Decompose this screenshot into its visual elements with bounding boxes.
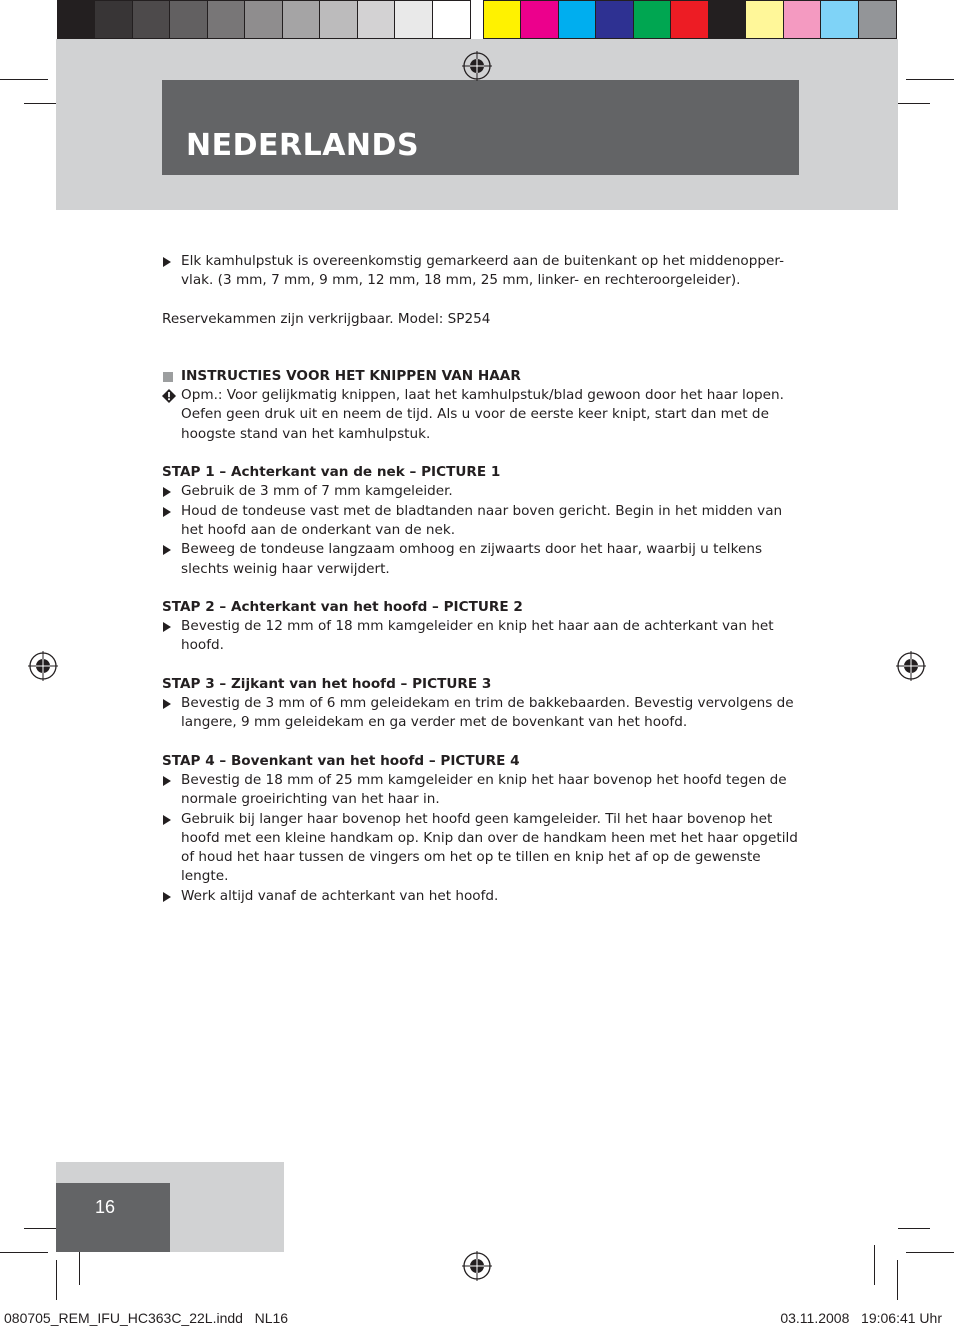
color-swatch (358, 1, 395, 38)
triangle-bullet-icon (163, 699, 171, 709)
crop-mark (898, 1228, 930, 1229)
color-swatch (133, 1, 170, 38)
gray-color-bar (57, 0, 471, 39)
triangle-bullet-icon (163, 815, 171, 825)
color-swatch (634, 1, 671, 38)
crop-mark (906, 1252, 954, 1253)
step-heading: STAP 1 – Achterkant van de nek – PICTURE 1 (162, 464, 501, 481)
triangle-bullet-icon (163, 892, 171, 902)
step-heading: STAP 4 – Bovenkant van het hoofd – PICTURE 4 (162, 752, 520, 769)
crop-mark (906, 79, 954, 80)
color-swatch (433, 1, 470, 38)
page-title: NEDERLANDS (186, 128, 420, 163)
warning-icon (162, 389, 176, 403)
list-item: Elk kamhulpstuk is overeenkomstig gemarkeerd aan de buitenkant op het middenopper-vlak. (3 mm, 7 mm, 9 mm, 12 mm, 18 mm, 25 mm, linker- en rechteroorgeleider). (162, 252, 802, 291)
list-item: Bevestig de 18 mm of 25 mm kamgeleider en knip het haar bovenop het hoofd tegen de normale groeirichting van het haar in. (162, 771, 802, 810)
list-item: Bevestig de 3 mm of 6 mm geleidekam en trim de bakkebaarden. Bevestig vervolgens de langere, 9 mm geleidekam en ga verder met de bovenkant van het hoofd. (162, 694, 802, 733)
registration-mark-icon (462, 51, 492, 81)
color-swatch (521, 1, 558, 38)
triangle-bullet-icon (163, 257, 171, 267)
triangle-bullet-icon (163, 507, 171, 517)
list-item: Bevestig de 12 mm of 18 mm kamgeleider en knip het haar aan de achterkant van het hoofd. (162, 617, 802, 656)
color-swatch (170, 1, 207, 38)
color-swatch (671, 1, 708, 38)
date-slug: 03.11.2008 19:06:41 Uhr (780, 1310, 942, 1326)
color-swatch (784, 1, 821, 38)
color-swatch (859, 1, 896, 38)
registration-mark-icon (896, 651, 926, 681)
color-swatch (746, 1, 783, 38)
list-item: Gebruik de 3 mm of 7 mm kamgeleider. (162, 482, 802, 501)
color-swatch (58, 1, 95, 38)
color-swatch (596, 1, 633, 38)
color-swatch (283, 1, 320, 38)
note-item: Opm.: Voor gelijkmatig knippen, laat het kamhulpstuk/blad gewoon door het haar lopen. Oefen geen druk uit en neem de tijd. Als u voor de eerste keer knipt, start dan met de hoogste stand van het kamhulpstuk. (162, 386, 802, 444)
crop-mark (898, 103, 930, 104)
triangle-bullet-icon (163, 622, 171, 632)
color-swatch (395, 1, 432, 38)
process-color-bar (483, 0, 897, 39)
color-swatch (821, 1, 858, 38)
crop-mark (24, 1228, 56, 1229)
color-swatch (559, 1, 596, 38)
square-bullet-icon (163, 372, 173, 382)
file-slug: 080705_REM_IFU_HC363C_22L.indd NL16 (4, 1310, 289, 1326)
section-heading: INSTRUCTIES VOOR HET KNIPPEN VAN HAAR (162, 367, 802, 386)
title-box (162, 80, 799, 175)
color-swatch (320, 1, 357, 38)
triangle-bullet-icon (163, 776, 171, 786)
page-number-box (56, 1183, 170, 1252)
color-swatch (208, 1, 245, 38)
crop-mark (24, 103, 56, 104)
crop-mark (897, 1260, 898, 1300)
page-number: 16 (95, 1197, 116, 1217)
list-item: Beweeg de tondeuse langzaam omhoog en zijwaarts door het haar, waarbij u telkens slechts weinig haar verwijdert. (162, 540, 802, 579)
spare-combs-text: Reservekammen zijn verkrijgbaar. Model: SP254 (162, 310, 491, 327)
crop-mark (874, 1245, 875, 1285)
list-item: Werk altijd vanaf de achterkant van het hoofd. (162, 887, 802, 906)
color-swatch (484, 1, 521, 38)
color-swatch (709, 1, 746, 38)
triangle-bullet-icon (163, 487, 171, 497)
crop-mark (56, 1260, 57, 1300)
step-heading: STAP 2 – Achterkant van het hoofd – PICTURE 2 (162, 598, 523, 615)
triangle-bullet-icon (163, 545, 171, 555)
crop-mark (0, 1252, 48, 1253)
list-item: Houd de tondeuse vast met de bladtanden naar boven gericht. Begin in het midden van het hoofd aan de onderkant van de nek. (162, 502, 802, 541)
registration-mark-icon (28, 651, 58, 681)
color-swatch (245, 1, 282, 38)
color-swatch (95, 1, 132, 38)
step-heading: STAP 3 – Zijkant van het hoofd – PICTURE 3 (162, 675, 492, 692)
registration-mark-icon (462, 1251, 492, 1281)
main-content (162, 252, 802, 906)
crop-mark (0, 79, 48, 80)
list-item: Gebruik bij langer haar bovenop het hoofd geen kamgeleider. Til het haar bovenop het hoofd met een kleine handkam op. Knip dan over de handkam heen met het haar opgetild of houd het haar tussen de vingers om het op te tillen en knip het af op de gewenste lengte. (162, 810, 802, 887)
